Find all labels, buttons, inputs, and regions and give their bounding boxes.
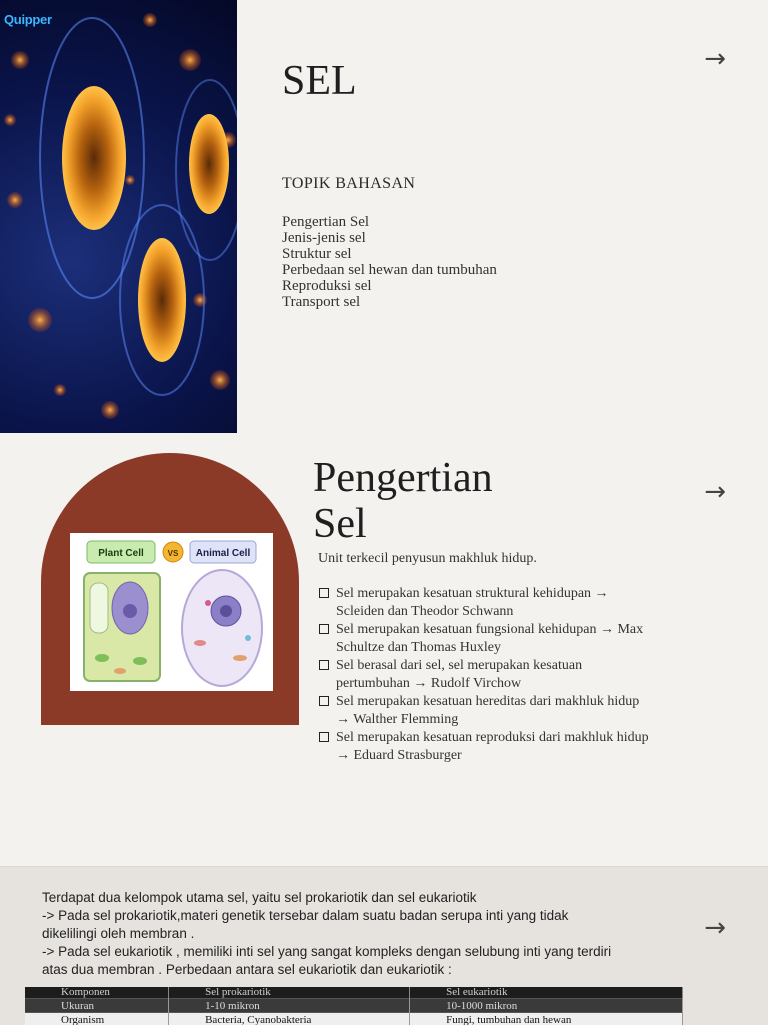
topic-item: Pengertian Sel [282,214,497,230]
para-line: -> Pada sel eukariotik , memiliki inti sel yang sangat kompleks dengan selubung inti yang terdiri [42,944,611,959]
point-line: Sel merupakan kesatuan hereditas dari makhluk hidup [336,693,688,711]
point-line: Sel merupakan kesatuan reproduksi dari makhluk hidup [336,729,688,747]
slide-title-text: SEL [282,57,357,105]
table-header: Sel eukariotik [410,987,683,999]
next-arrow-icon[interactable]: → [704,46,726,72]
table-cell: Bacteria, Cyanobakteria [169,1013,410,1025]
next-arrow-icon[interactable]: → [704,479,726,505]
checkbox-icon [319,588,329,598]
slide-pengertian [0,433,768,866]
table-cell: 10-1000 mikron [410,999,683,1013]
para-line: -> Pada sel prokariotik,materi genetik tersebar dalam suatu badan serupa inti yang tidak [42,908,568,923]
cell-photo [0,0,237,433]
intro-paragraph [42,889,642,979]
cell-comparison-figure [70,533,273,691]
topic-item: Struktur sel [282,246,497,262]
para-line: Terdapat dua kelompok utama sel, yaitu sel prokariotik dan sel eukariotik [42,890,476,905]
topic-heading: TOPIK BAHASAN [282,175,415,193]
point-item [318,657,688,693]
topic-item: Perbedaan sel hewan dan tumbuhan [282,262,497,278]
checkbox-icon [319,696,329,706]
point-line: Scleiden dan Theodor Schwann [336,603,688,621]
quipper-logo: Quipper [4,12,52,27]
point-line: Sel berasal dari sel, sel merupakan kesatuan [336,657,688,675]
slide-title [0,0,768,433]
point-line: Sel merupakan kesatuan fungsional kehidupan → Max [336,621,688,639]
point-line: → Eduard Strasburger [336,747,688,765]
point-item [318,585,688,621]
point-item [318,621,688,657]
animal-cell-label: Animal Cell [196,548,251,559]
topic-item: Reproduksi sel [282,278,497,294]
plant-cell-label: Plant Cell [98,548,144,559]
topic-item: Transport sel [282,294,497,310]
table-cell: Fungi, tumbuhan dan hewan [410,1013,683,1025]
points-list [318,585,688,765]
checkbox-icon [319,624,329,634]
vs-label: VS [168,549,179,558]
table-header-row [25,987,683,999]
slide-kelompok-sel [0,866,768,1025]
table-row [25,1013,683,1025]
topic-item: Jenis-jenis sel [282,230,497,246]
point-line: Schultze dan Thomas Huxley [336,639,688,657]
point-item [318,693,688,729]
comparison-table [25,987,683,1025]
para-line: atas dua membran . Perbedaan antara sel eukariotik dan eukariotik : [42,962,452,977]
cell-comparison-art [70,533,273,691]
section-title-line2: Sel [313,501,533,547]
section-title-line1: Pengertian [313,455,533,501]
point-line: pertumbuhan → Rudolf Virchow [336,675,688,693]
next-arrow-icon[interactable]: → [704,915,726,941]
topic-list [282,214,497,310]
table-row [25,999,683,1013]
point-line: Sel merupakan kesatuan struktural kehidupan → [336,585,688,603]
table-header: Komponen [25,987,169,999]
checkbox-icon [319,732,329,742]
table-cell: 1-10 mikron [169,999,410,1013]
point-item [318,729,688,765]
checkbox-icon [319,660,329,670]
table-cell: Organism [25,1013,169,1025]
point-line: → Walther Flemming [336,711,688,729]
section-title [313,455,533,547]
cell-photo-art [0,0,237,433]
section-subtitle: Unit terkecil penyusun makhluk hidup. [318,551,537,567]
para-line: dikelilingi oleh membran . [42,926,194,941]
table-header: Sel prokariotik [169,987,410,999]
table-cell: Ukuran [25,999,169,1013]
